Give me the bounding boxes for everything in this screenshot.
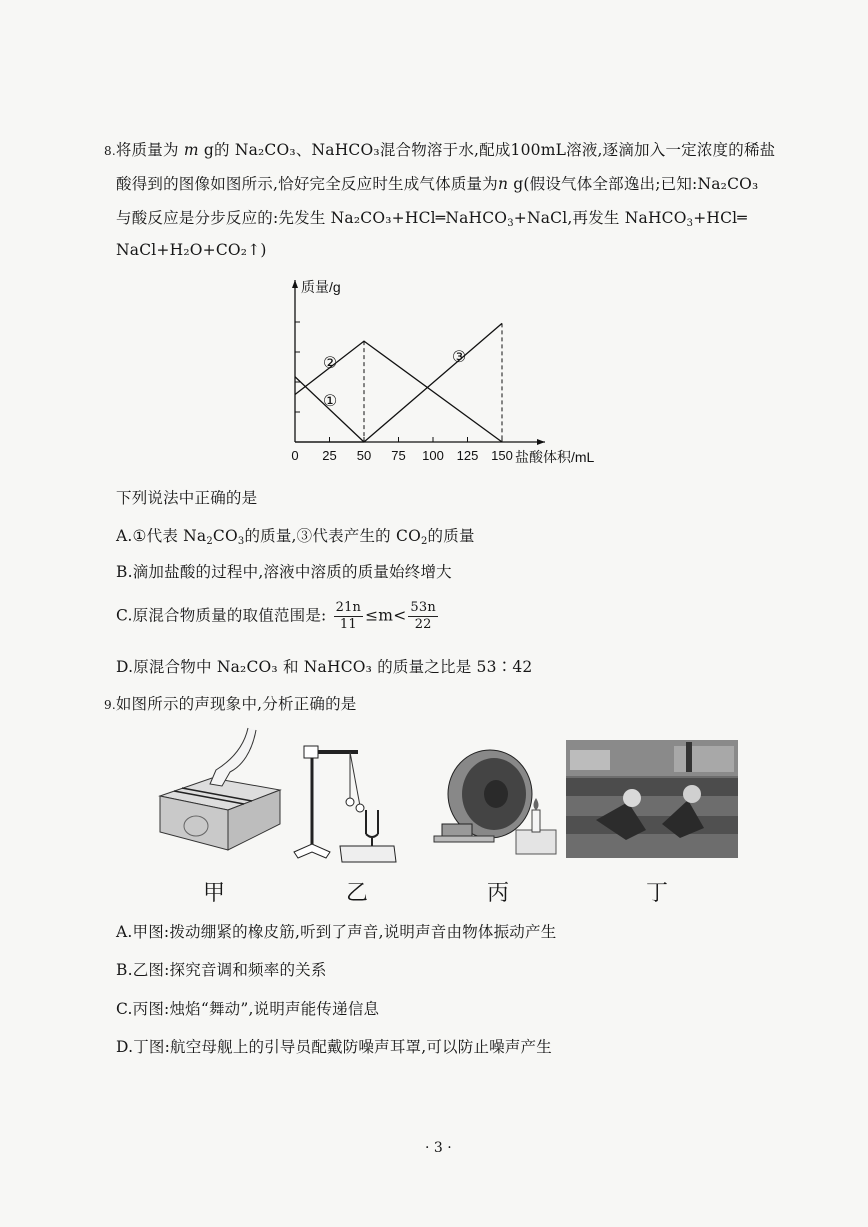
q8-option-b: B.滴加盐酸的过程中,溶液中溶质的质量始终增大 [116,563,452,581]
y-axis-arrow [292,280,298,288]
fraction-lower: $\frac{21n}{11}$ [335,600,362,632]
x-axis-label: 盐酸体积/mL [515,449,595,465]
q8-prompt: 下列说法中正确的是 [116,489,258,507]
q9-number: 9. [104,698,116,712]
x-tick-label: 25 [322,448,337,463]
series-label: ① [322,393,338,410]
fig-label-bing: 丙 [487,881,510,906]
x-axis-arrow [537,439,545,445]
fig-label-jia: 甲 [203,881,226,906]
fig-label-yi: 乙 [346,881,369,906]
q9-option-c: C.丙图:烛焰“舞动”,说明声能传递信息 [116,1000,380,1018]
q8-line3: 与酸反应是分步反应的:先发生 Na₂CO₃+HCl═NaHCO$_3$+NaCl,再发生 NaHCO$_3$+HCl═ [116,209,747,229]
x-tick-label: 100 [422,448,444,463]
x-tick-label: 0 [291,448,299,463]
series-line-③ [295,323,502,442]
figure-yi-tuning-fork-stand [288,740,403,870]
q9-title: 9.如图所示的声现象中,分析正确的是 [104,695,357,713]
x-tick-label: 75 [391,448,406,463]
q8-line4: NaCl+H₂O+CO₂↑) [116,241,267,259]
figure-jia-rubber-band-box [152,726,282,856]
x-tick-label: 125 [456,448,479,463]
fig-label-ding: 丁 [646,881,669,906]
q8-option-a: A.①代表 $Na_2CO_3$的质量,③代表产生的 $CO_2$的质量 [116,527,475,547]
page-number: · 3 · [425,1140,452,1156]
y-axis-label: 质量/g [301,279,341,295]
mass-vs-hcl-chart [270,272,620,472]
x-tick-label: 50 [356,448,372,463]
q8-line1: 8.将质量为 m g的 Na₂CO₃、NaHCO₃混合物溶于水,配成100mL溶液,逐滴加入一定浓度的稀盐 [104,141,776,159]
q8-option-c: C.原混合物质量的取值范围是: $\frac{21n}{11}$ ≤m< $\frac{53n}{22}$ [116,600,436,632]
q8-line2: 酸得到的图像如图所示,恰好完全反应时生成气体质量为n g(假设气体全部逸出;已知:Na₂CO₃ [116,175,759,193]
q9-option-a: A.甲图:拨动绷紧的橡皮筋,听到了声音,说明声音由物体振动产生 [116,923,557,941]
series-label: ② [322,355,338,372]
figure-ding-carrier-deck-photo [566,740,738,858]
q8-number: 8. [104,144,116,158]
q9-option-d: D.丁图:航空母舰上的引导员配戴防噪声耳罩,可以防止噪声产生 [116,1038,552,1056]
q9-option-b: B.乙图:探究音调和频率的关系 [116,961,327,979]
x-tick-label: 150 [491,448,513,463]
fraction-upper: $\frac{53n}{22}$ [410,600,436,632]
series-label: ③ [451,349,467,366]
figure-bing-speaker-candle [432,744,562,859]
q8-option-d: D.原混合物中 Na₂CO₃ 和 NaHCO₃ 的质量之比是 53∶42 [116,658,533,676]
